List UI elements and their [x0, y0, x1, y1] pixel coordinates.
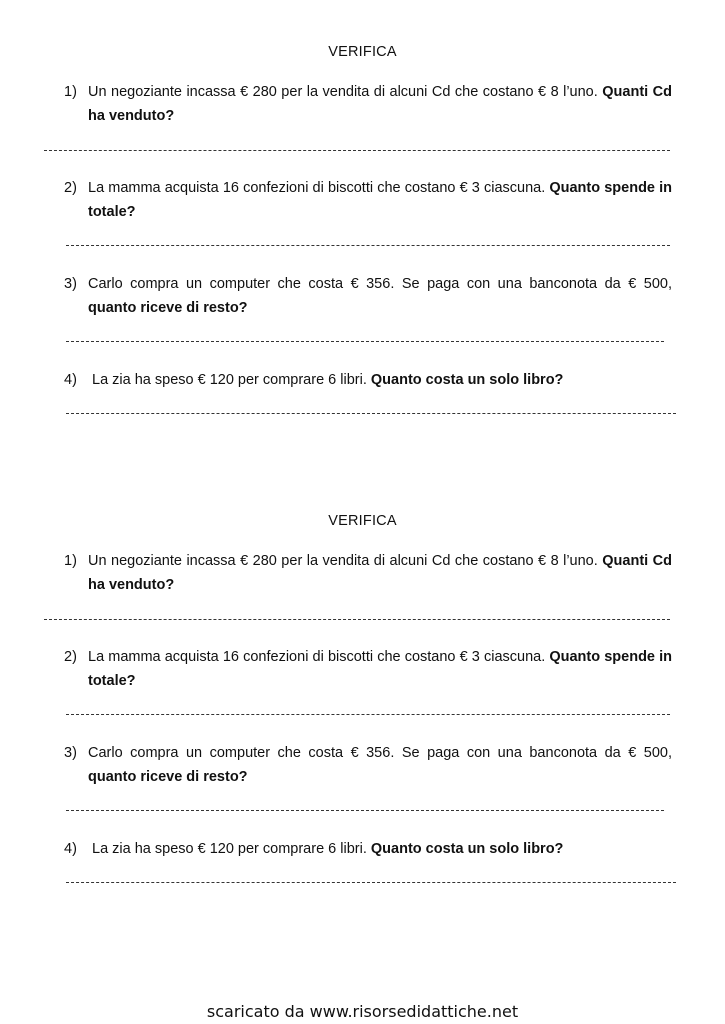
question-number: 2): [64, 649, 77, 665]
question-statement: Un negoziante incassa € 280 per la vendita di alcuni Cd che costano € 8 l’uno.: [88, 84, 598, 100]
answer-line: [66, 714, 670, 715]
question-number: 1): [64, 553, 77, 569]
question-statement: La zia ha speso € 120 per comprare 6 libri.: [92, 841, 367, 857]
question-prompt: Quanti Cd ha venduto?: [88, 553, 672, 593]
question-number: 2): [64, 180, 77, 196]
answer-line: [44, 150, 670, 151]
answer-line: [66, 245, 670, 246]
question-statement: La mamma acquista 16 confezioni di biscotti che costano € 3 ciascuna.: [88, 649, 546, 665]
question-text-block: [64, 176, 672, 224]
question-prompt: Quanto costa un solo libro?: [370, 841, 564, 857]
question-prompt: Quanto costa un solo libro?: [370, 372, 564, 388]
question-text-block: [64, 741, 672, 789]
answer-line: [44, 619, 670, 620]
footer-source: scaricato da www.risorsedidattiche.net: [206, 1002, 519, 1021]
question-prompt: Quanti Cd ha venduto?: [88, 84, 672, 124]
question-1: [64, 80, 672, 128]
question-number: 4): [64, 841, 77, 857]
question-number: 3): [64, 276, 77, 292]
answer-line: [66, 413, 676, 414]
question-statement: La mamma acquista 16 confezioni di biscotti che costano € 3 ciascuna.: [88, 180, 546, 196]
question-text-block: [64, 837, 672, 861]
question-statement: Carlo compra un computer che costa € 356. Se paga con una banconota da € 500,: [88, 745, 672, 761]
question-statement: Carlo compra un computer che costa € 356. Se paga con una banconota da € 500,: [88, 276, 672, 292]
question-prompt: Quanto spende in totale?: [88, 180, 672, 220]
answer-line: [66, 882, 676, 883]
question-3: [64, 272, 672, 320]
question-text-block: [64, 272, 672, 320]
question-2: [64, 176, 672, 224]
answer-line: [66, 341, 664, 342]
question-4: [64, 837, 672, 861]
question-4: [64, 368, 672, 392]
question-text-block: [64, 80, 672, 128]
question-number: 4): [64, 372, 77, 388]
question-text-block: [64, 645, 672, 693]
question-1: [64, 549, 672, 597]
question-number: 3): [64, 745, 77, 761]
question-2: [64, 645, 672, 693]
question-3: [64, 741, 672, 789]
question-text-block: [64, 549, 672, 597]
question-prompt: quanto riceve di resto?: [88, 769, 248, 785]
question-text-block: [64, 368, 672, 392]
question-prompt: Quanto spende in totale?: [88, 649, 672, 689]
question-statement: Un negoziante incassa € 280 per la vendita di alcuni Cd che costano € 8 l’uno.: [88, 553, 598, 569]
answer-line: [66, 810, 664, 811]
question-statement: La zia ha speso € 120 per comprare 6 libri.: [92, 372, 367, 388]
question-number: 1): [64, 84, 77, 100]
question-prompt: quanto riceve di resto?: [88, 300, 248, 316]
worksheet-title: VERIFICA: [328, 44, 397, 60]
worksheet-title: VERIFICA: [328, 513, 397, 529]
